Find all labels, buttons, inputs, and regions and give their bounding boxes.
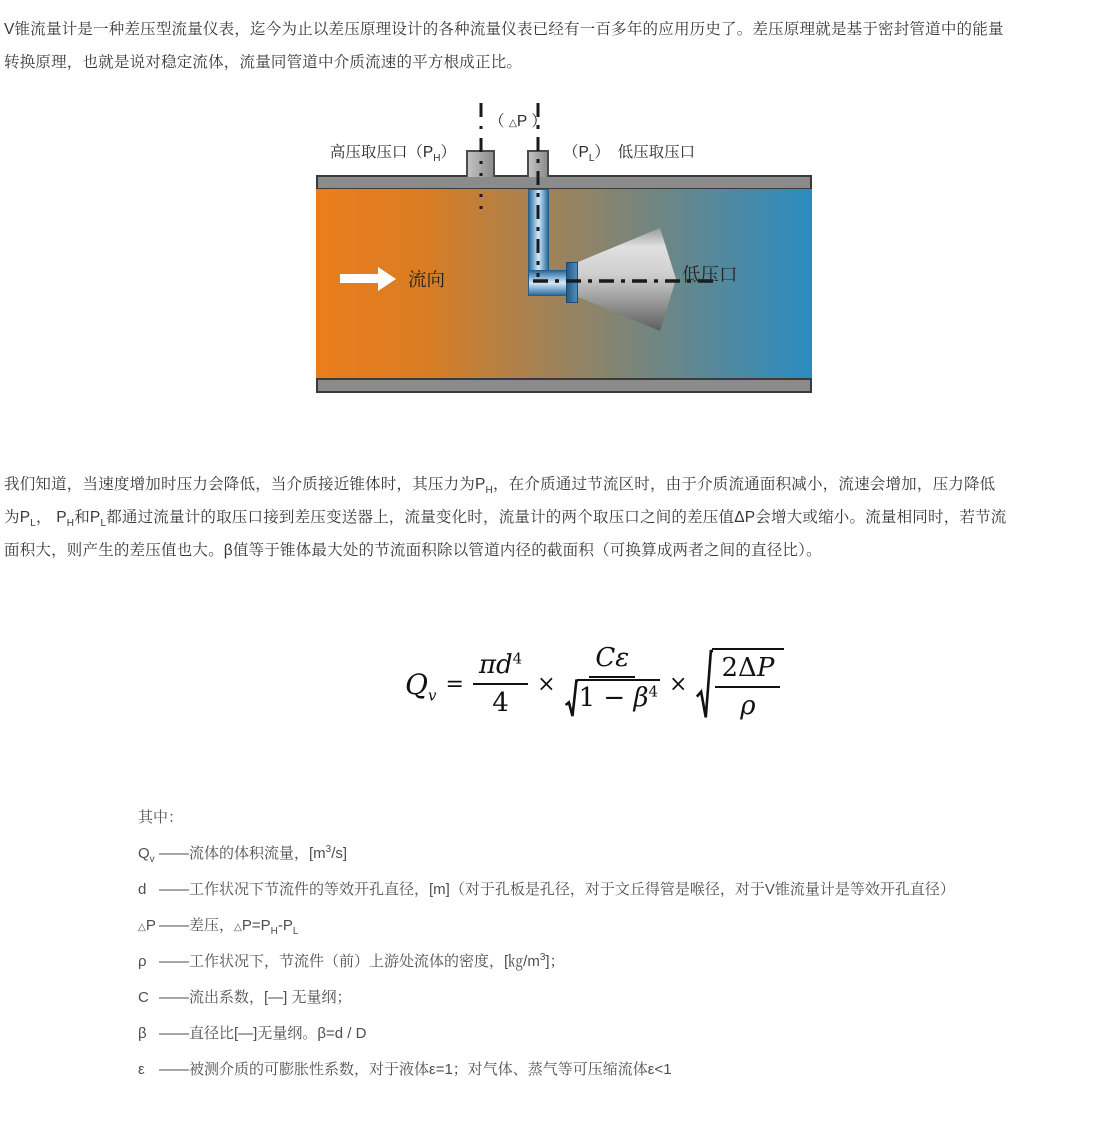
definition-row-dp: △P ——差压，$\triangle P=P_H-P_L$ [138,917,299,937]
explanation-line-3: 面积大，则产生的差压值也大。β值等于锥体最大处的节流面积除以管道内径的截面积（可换算成两者之间的直径比）。 [4,542,822,559]
definitions-heading: 其中： [138,809,184,826]
definitions-list [138,800,955,1088]
definition-row-d: d ——工作状况下节流件的等效开孔直径，[m]（对于孔板是孔径，对于文丘得管是喉径，对于V锥流量计是等效开孔直径） [138,881,955,898]
fraction-ce-over-sqrt: $\frac{C\varepsilon}{1 - \beta^4}$ [565,643,660,725]
cone-and-centerlines [0,0,1111,430]
inner-square-root: $1 - \beta^4$ [565,679,660,718]
explanation-line-1: 我们知道，当速度增加时压力会降低，当介质接近锥体时，其压力为$P_H$，在介质通过节流区时，由于介质流通面积减小，流速会增加，压力降低 [4,476,996,497]
outer-square-root [696,648,784,721]
definition-row-rho: ρ ——工作状况下，节流件（前）上游处流体的密度，$[㎏/m^3]$； [138,952,565,970]
fraction-2dp-over-rho: $\frac{2\Delta P}{\rho}$ [715,653,780,721]
v-cone [578,228,676,331]
flow-arrow-head [378,267,396,291]
low-pressure-port-label: 低压口 [682,264,738,285]
multiply-sign: × [537,671,556,697]
flow-arrow [340,274,378,283]
definition-row-epsilon: ε ——被测介质的可膨胀性系数，对于液体ε=1；对气体、蒸气等可压缩流体ε<1 [138,1061,672,1078]
high-tap-label: 高压取压口$(P_H)$ [329,144,456,165]
equation-lhs: $Q_v$ [405,667,437,705]
flow-equation [405,640,784,728]
intro-line-1: V锥流量计是一种差压型流量仪表，迄今为止以差压原理设计的各种流量仪表已经有一百多年的应用历史了。差压原理就是基于密封管道中的能量 [4,21,1004,38]
fraction-pid4-over-4: $\frac{\pi d^4}{4}$ [473,650,528,718]
definition-row-beta: β ——直径比[—]无量纲。β=d / D [138,1025,367,1042]
dp-label: （ △P ） [489,113,547,130]
low-tap-label: $(P_L)$ 低压取压口 [563,144,696,165]
multiply-sign-2: × [669,671,688,697]
explanation-line-2: 为$P_L$， $P_H$和$P_L$都通过流量计的取压口接到差压变送器上，流量变化时，流量计的两个取压口之间的差压值ΔP会增大或缩小。流量相同时，若节流 [4,509,1007,530]
explanation-paragraph [4,468,1007,567]
definition-row-qv: $Q_v$ ——流体的体积流量，$[m^3/s]$ [138,844,348,865]
equals-sign: = [445,671,464,697]
flow-direction-label: 流向 [408,269,446,290]
definition-row-c: C ——流出系数，[—] 无量纲； [138,989,352,1006]
intro-line-2: 转换原理，也就是说对稳定流体，流量同管道中介质流速的平方根成正比。 [4,54,523,71]
